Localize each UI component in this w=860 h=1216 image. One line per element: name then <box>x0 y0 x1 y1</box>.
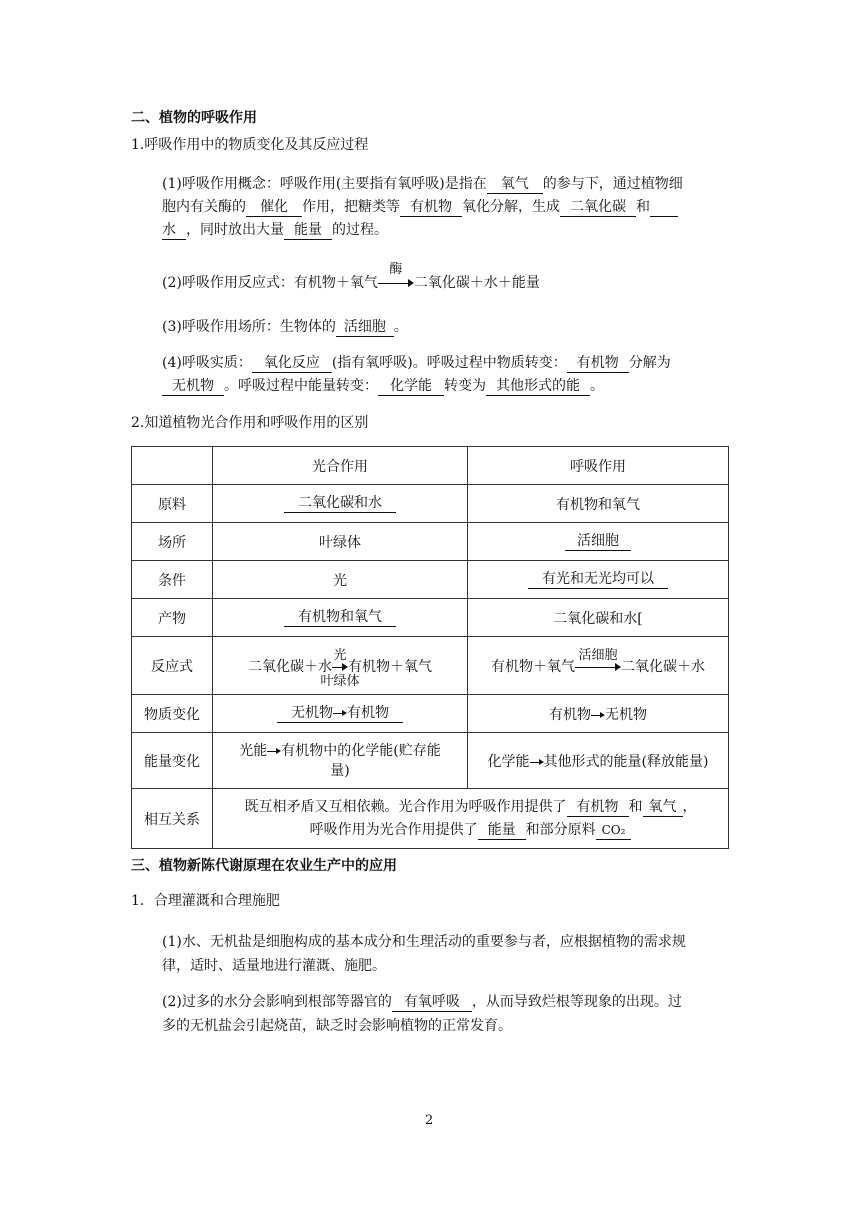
arrow-condition-enzyme: 酶 <box>389 262 403 277</box>
row-label: 条件 <box>132 561 213 599</box>
cell-energy-photo: 光能 有机物中的化学能(贮存能 量) <box>213 733 468 789</box>
photosynthesis-arrow <box>320 647 360 689</box>
blank-empty <box>650 198 678 217</box>
blank-catalysis: 催化 <box>246 198 302 217</box>
cell-eq-resp: 有机物＋氧气 活细胞 二氧化碳＋水 <box>468 637 729 695</box>
table-header-row <box>132 447 729 485</box>
cell-energy-resp: 化学能 其他形式的能量(释放能量) <box>468 733 729 789</box>
arrow-condition-living-cell: 活细胞 <box>578 647 618 663</box>
cell-raw-resp: 有机物和氧气 <box>468 485 729 523</box>
concept-line-3: 水 ，同时放出大量 能量 的过程。 <box>162 222 388 238</box>
header-photosynthesis: 光合作用 <box>213 447 468 485</box>
arrow-icon <box>333 708 347 718</box>
blank-organic: 有机物 <box>400 198 462 217</box>
paragraph-line: 多的无机盐会引起烧苗，缺乏时会影响植物的正常发育。 <box>162 1018 512 1034</box>
page-number: 2 <box>425 1113 434 1128</box>
blank-co2: 二氧化碳 <box>560 198 636 217</box>
paragraph-line: (1)水、无机盐是细胞构成的基本成分和生理活动的重要参与者，应根据植物的需求规 <box>162 934 686 950</box>
blank-rel-oxygen: 氧气 <box>643 798 683 817</box>
comparison-table <box>131 446 729 849</box>
header-cell-empty <box>132 447 213 485</box>
cell-site-photo: 叶绿体 <box>213 523 468 561</box>
blank-prod-photo: 有机物和氧气 <box>284 608 396 627</box>
blank-oxidation: 氧化反应 <box>252 354 332 373</box>
blank-site-resp: 活细胞 <box>565 532 631 551</box>
blank-cond-resp: 有光和无光均可以 <box>528 570 668 589</box>
paragraph-line: (2)过多的水分会影响到根部等器官的 有氧呼吸 ，从而导致烂根等现象的出现。过 <box>162 994 682 1010</box>
table-row <box>132 523 729 561</box>
row-label: 产物 <box>132 599 213 637</box>
table-row <box>132 485 729 523</box>
subsection-title-2: 2.知道植物光合作用和呼吸作用的区别 <box>131 415 369 431</box>
row-label: 相互关系 <box>132 789 213 849</box>
respiration-site: (3)呼吸作用场所：生物体的 活细胞 。 <box>162 319 408 335</box>
blank-raw-photo: 二氧化碳和水 <box>284 494 396 513</box>
blank-energy: 能量 <box>284 221 332 240</box>
blank-organic-2: 有机物 <box>567 354 629 373</box>
table-row <box>132 789 729 849</box>
cell-eq-photo: 二氧化碳＋水 光 叶绿体 有机物＋氧气 <box>213 637 468 695</box>
row-label: 物质变化 <box>132 695 213 733</box>
blank-oxygen: 氧气 <box>487 175 543 194</box>
blank-chemical-energy: 化学能 <box>378 377 444 396</box>
table-row <box>132 561 729 599</box>
concept-line-1: (1)呼吸作用概念：呼吸作用(主要指有氧呼吸)是指在 氧气 的参与下，通过植物细 <box>162 176 683 192</box>
blank-rel-energy: 能量 <box>478 821 526 840</box>
blank-inorganic: 无机物 <box>162 377 224 396</box>
section-title: 二、植物的呼吸作用 <box>131 110 257 126</box>
subsection-title: 1．合理灌溉和合理施肥 <box>131 893 280 909</box>
arrow-icon <box>530 757 544 767</box>
arrow-icon <box>591 710 605 720</box>
table-row <box>132 637 729 695</box>
blank-other-energy: 其他形式的能 <box>486 377 590 396</box>
arrow-condition-chloroplast: 叶绿体 <box>320 673 360 689</box>
blank-rel-co2: CO₂ <box>596 821 632 840</box>
cell-mat-resp: 有机物 无机物 <box>468 695 729 733</box>
section-title: 三、植物新陈代谢原理在农业生产中的应用 <box>131 858 397 874</box>
respiration-equation: (2)呼吸作用反应式：有机物＋氧气 酶 二氧化碳＋水＋能量 <box>162 262 540 291</box>
row-label: 原料 <box>132 485 213 523</box>
row-label: 反应式 <box>132 637 213 695</box>
reaction-arrow <box>378 262 414 290</box>
blank-mat-photo: 无机物 有机物 <box>277 704 403 723</box>
arrow-icon <box>267 746 281 756</box>
subsection-title: 1.呼吸作用中的物质变化及其反应过程 <box>131 137 369 153</box>
blank-aerobic: 有氧呼吸 <box>392 993 472 1012</box>
blank-water: 水 <box>162 221 186 240</box>
arrow-condition-light: 光 <box>333 647 347 663</box>
cell-prod-resp: 二氧化碳和水[ <box>468 599 729 637</box>
essence-line-2: 无机物 。呼吸过程中能量转变： 化学能 转变为 其他形式的能 。 <box>162 376 604 396</box>
table-row <box>132 733 729 789</box>
essence-line-1: (4)呼吸实质： 氧化反应 (指有氧呼吸)。呼吸过程中物质转变： 有机物 分解为 <box>162 355 671 371</box>
table-row <box>132 695 729 733</box>
respiration-arrow <box>575 647 621 674</box>
cell-relationship: 既互相矛盾又互相依赖。光合作用为呼吸作用提供了 有机物 和 氧气 ， 呼吸作用为光合作用提供了 能量 和部分原料 CO₂ <box>213 789 729 849</box>
row-label: 能量变化 <box>132 733 213 789</box>
row-label: 场所 <box>132 523 213 561</box>
cell-cond-photo: 光 <box>213 561 468 599</box>
blank-rel-organic: 有机物 <box>567 798 629 817</box>
concept-line-2: 胞内有关酶的 催化 作用，把糖类等 有机物 氧化分解，生成 二氧化碳 和 <box>162 197 678 217</box>
blank-living-cell: 活细胞 <box>336 318 394 337</box>
header-respiration: 呼吸作用 <box>468 447 729 485</box>
paragraph-line: 律，适时、适量地进行灌溉、施肥。 <box>162 958 386 974</box>
table-row <box>132 599 729 637</box>
